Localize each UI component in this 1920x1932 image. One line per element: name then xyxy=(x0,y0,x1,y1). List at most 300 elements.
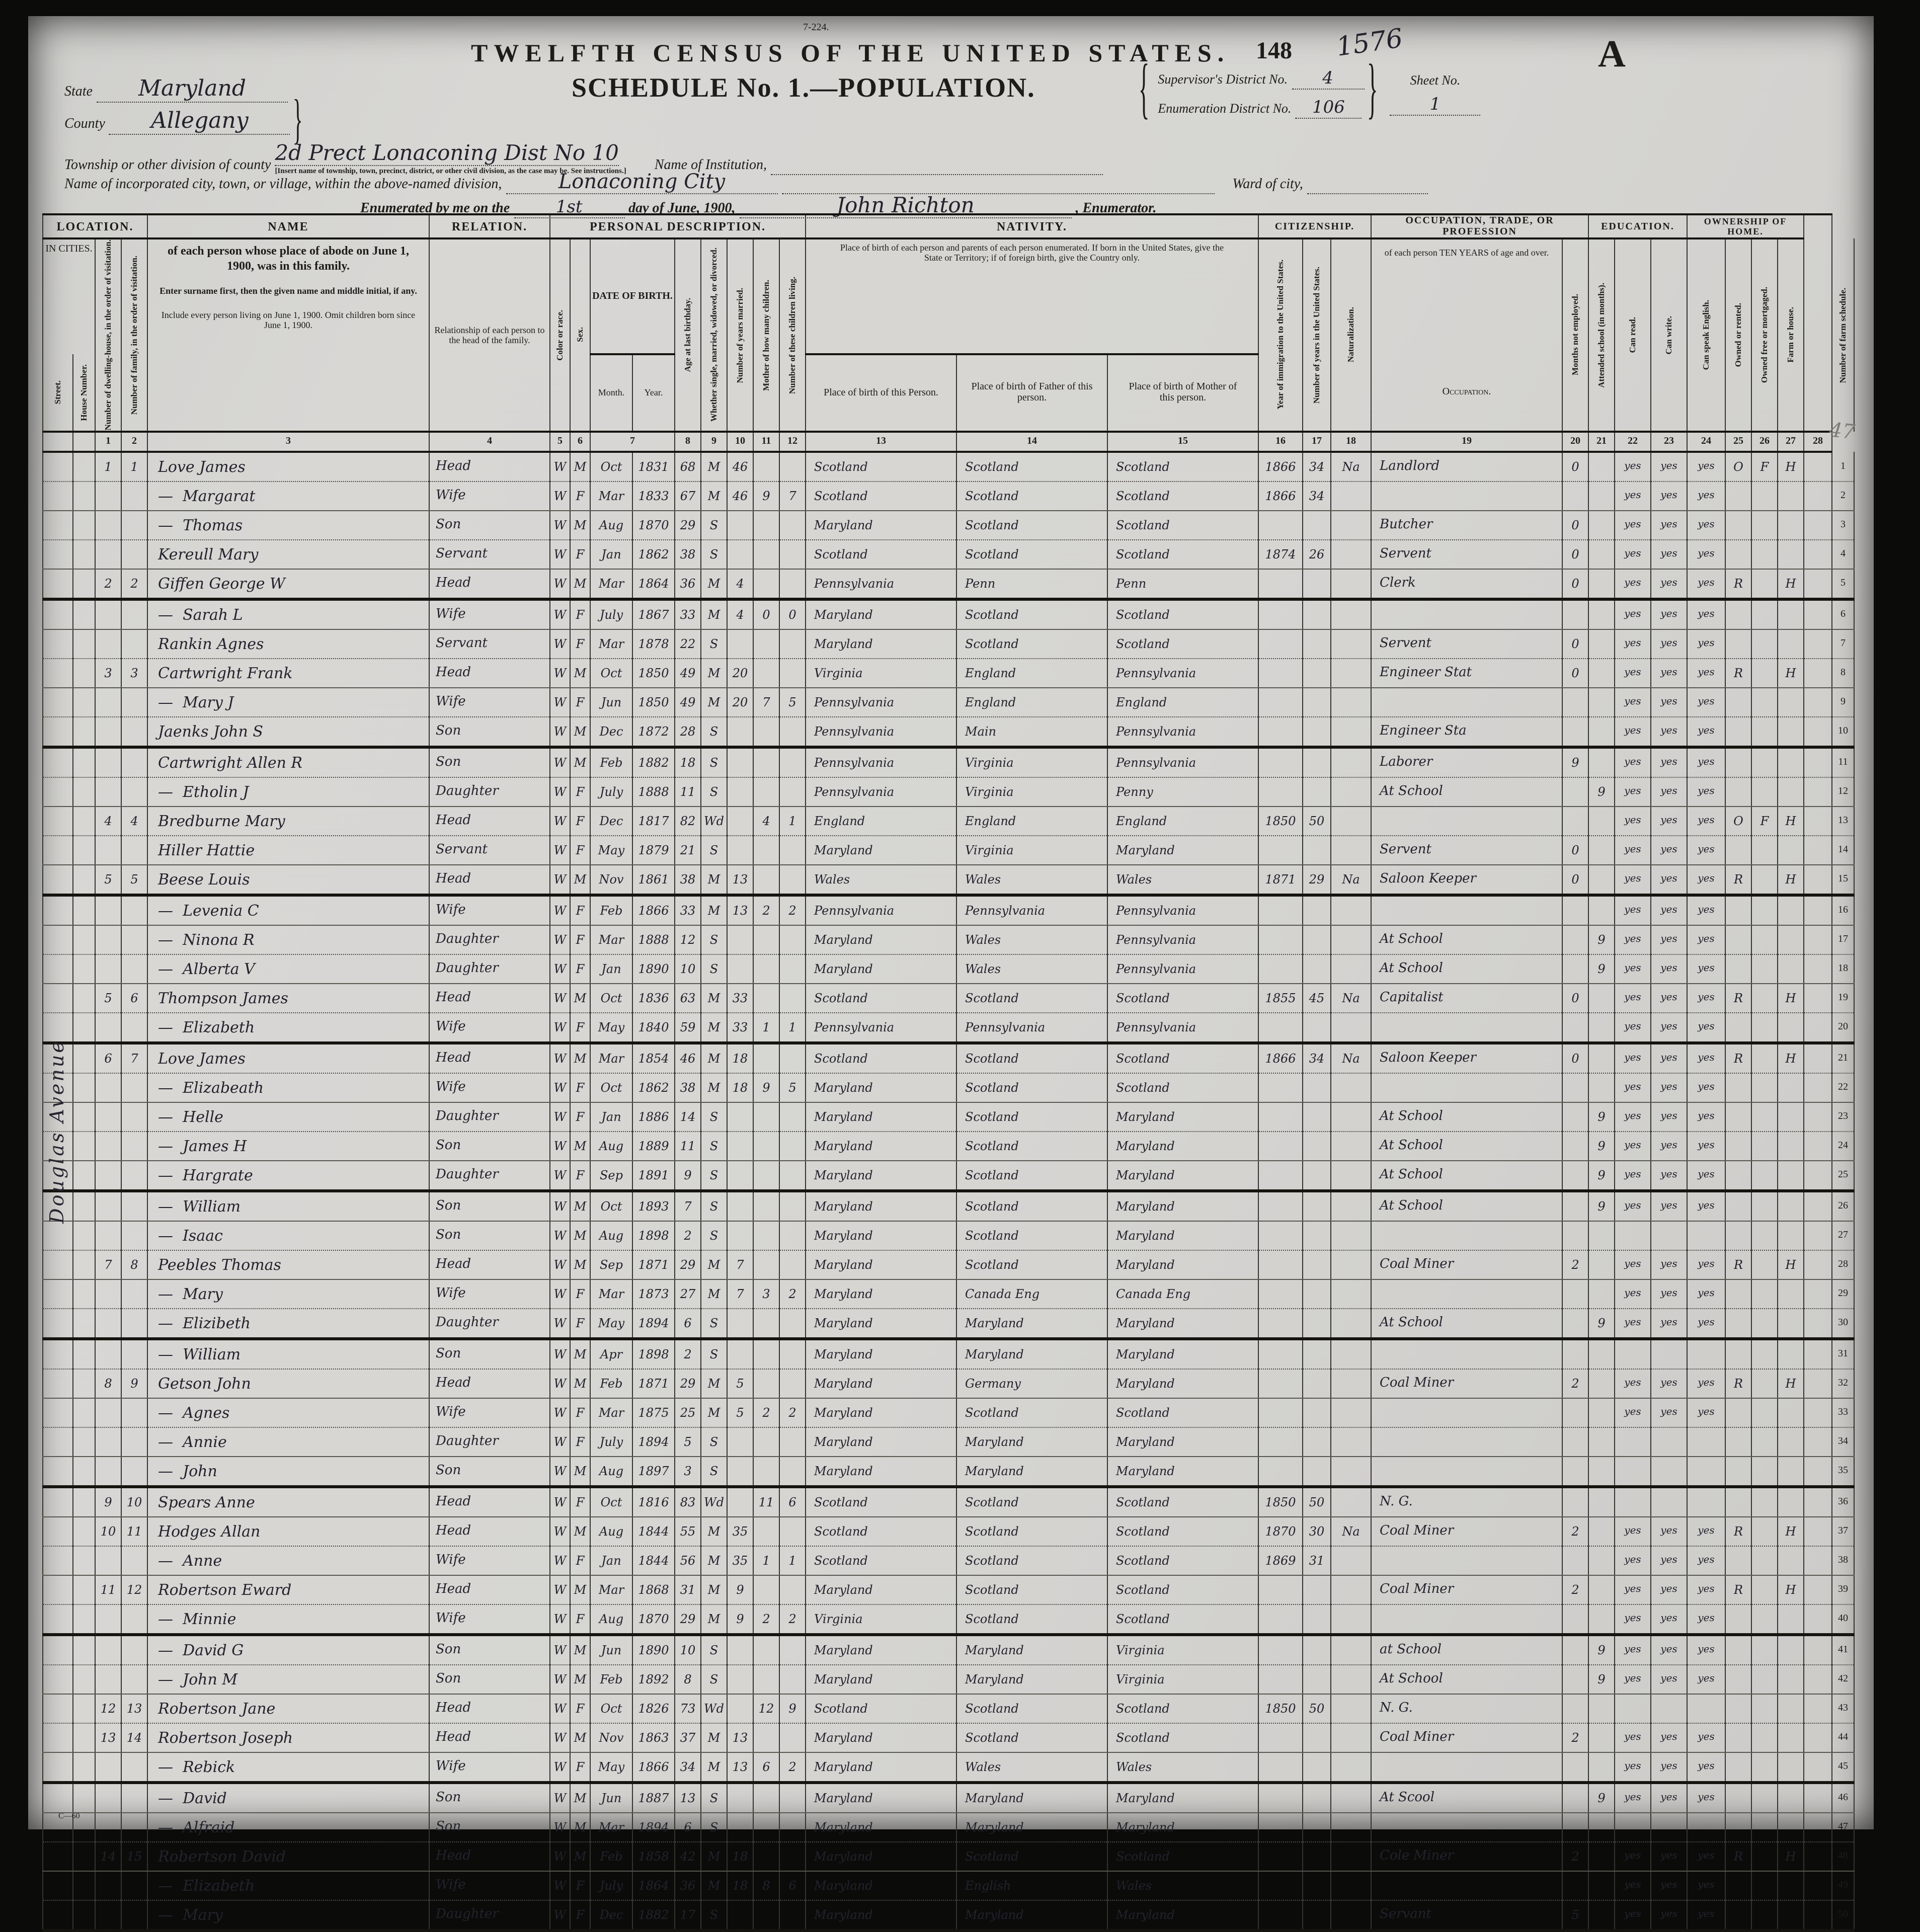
cell-iy xyxy=(1258,1279,1303,1309)
row-number: 16 xyxy=(1832,895,1854,925)
cell-pf: Scotland xyxy=(956,452,1107,481)
column-number: 13 xyxy=(806,432,956,452)
cell-mc xyxy=(753,954,779,984)
cell-cl xyxy=(779,1191,806,1221)
cell-pb: Scotland xyxy=(806,1517,956,1546)
cell-pm: Penn xyxy=(1107,569,1258,599)
cell-rd: yes xyxy=(1615,925,1651,954)
table-row xyxy=(43,569,1854,599)
table-row xyxy=(43,984,1854,1013)
cell-fs xyxy=(1804,1487,1832,1517)
cell-name: — David xyxy=(147,1783,429,1813)
cell-or xyxy=(1725,836,1751,865)
cell-of xyxy=(1751,1191,1778,1221)
cell-c: W xyxy=(550,1161,570,1191)
cell-house-number xyxy=(73,807,95,836)
cell-oc: Engineer Stat xyxy=(1371,659,1562,688)
cell-oc: Servent xyxy=(1371,629,1562,659)
cell-wr: yes xyxy=(1651,1842,1687,1871)
cell-c: W xyxy=(550,1427,570,1457)
column-number: 6 xyxy=(570,432,590,452)
cell-or xyxy=(1725,777,1751,807)
cell-sc: 9 xyxy=(1588,1635,1615,1665)
header-pob-father: Place of birth of Father of this person. xyxy=(956,354,1107,431)
cell-wr: yes xyxy=(1651,954,1687,984)
cell-yr: 1897 xyxy=(632,1457,675,1487)
header-dwelling-no: Number of dwelling-house, in the order of visitation. xyxy=(95,238,121,432)
table-row xyxy=(43,1161,1854,1191)
cell-rel: Head xyxy=(429,1250,550,1279)
cell-d xyxy=(95,1604,121,1635)
cell-cl xyxy=(779,836,806,865)
cell-d xyxy=(95,1871,121,1900)
column-number: 28 xyxy=(1804,432,1832,452)
cell-en: yes xyxy=(1687,1900,1725,1930)
cell-name: — Annie xyxy=(147,1427,429,1457)
cell-oc: At School xyxy=(1371,777,1562,807)
cell-iy xyxy=(1258,717,1303,747)
cell-c: W xyxy=(550,1339,570,1369)
table-row xyxy=(43,747,1854,777)
cell-street xyxy=(43,1221,73,1250)
cell-pm: Scotland xyxy=(1107,1604,1258,1635)
cell-c: W xyxy=(550,895,570,925)
cell-age: 59 xyxy=(675,1013,701,1043)
cell-house-number xyxy=(73,1752,95,1783)
cell-rel: Head xyxy=(429,1842,550,1871)
cell-pf: Scotland xyxy=(956,1723,1107,1752)
cell-rd: yes xyxy=(1615,1604,1651,1635)
cell-pm: Scotland xyxy=(1107,1487,1258,1517)
cell-rd: yes xyxy=(1615,1871,1651,1900)
cell-oc: At School xyxy=(1371,1161,1562,1191)
cell-ym xyxy=(727,1783,753,1813)
cell-yu xyxy=(1303,569,1331,599)
cell-c: W xyxy=(550,1487,570,1517)
cell-house-number xyxy=(73,1013,95,1043)
cell-pf: Scotland xyxy=(956,1398,1107,1427)
cell-na xyxy=(1331,1783,1371,1813)
cell-ym: 46 xyxy=(727,452,753,481)
cell-m: S xyxy=(701,540,727,569)
cell-of xyxy=(1751,659,1778,688)
cell-iy xyxy=(1258,747,1303,777)
county-brace: } xyxy=(293,93,303,151)
cell-pm: Scotland xyxy=(1107,1842,1258,1871)
cell-m: M xyxy=(701,599,727,629)
cell-mc: 3 xyxy=(753,1279,779,1309)
cell-of xyxy=(1751,1783,1778,1813)
cell-name: Giffen George W xyxy=(147,569,429,599)
cell-en: yes xyxy=(1687,599,1725,629)
cell-rd: yes xyxy=(1615,481,1651,511)
table-row xyxy=(43,895,1854,925)
cell-s: F xyxy=(570,540,590,569)
table-row xyxy=(43,777,1854,807)
cell-en: yes xyxy=(1687,1369,1725,1398)
cell-d xyxy=(95,1665,121,1694)
cell-name: — Elizabeth xyxy=(147,1871,429,1900)
cell-fs xyxy=(1804,1279,1832,1309)
cell-iy xyxy=(1258,569,1303,599)
cell-name: Hiller Hattie xyxy=(147,836,429,865)
cell-yr: 1861 xyxy=(632,865,675,895)
cell-yr: 1893 xyxy=(632,1191,675,1221)
cell-f: 10 xyxy=(121,1487,147,1517)
cell-sc xyxy=(1588,1546,1615,1575)
cell-rd: yes xyxy=(1615,1309,1651,1339)
cell-or xyxy=(1725,1457,1751,1487)
cell-pb: Maryland xyxy=(806,629,956,659)
column-number: 20 xyxy=(1562,432,1588,452)
cell-rel: Daughter xyxy=(429,1309,550,1339)
cell-mc: 11 xyxy=(753,1487,779,1517)
cell-pm: England xyxy=(1107,688,1258,717)
cell-yu xyxy=(1303,1723,1331,1752)
cell-age: 10 xyxy=(675,1635,701,1665)
cell-iy xyxy=(1258,1665,1303,1694)
cell-f xyxy=(121,1309,147,1339)
cell-mn xyxy=(1562,599,1588,629)
cell-na xyxy=(1331,511,1371,540)
city-value: Lonaconing City xyxy=(506,169,777,194)
cell-yu xyxy=(1303,1604,1331,1635)
cell-ym xyxy=(727,511,753,540)
cell-iy xyxy=(1258,1783,1303,1813)
cell-c: W xyxy=(550,1546,570,1575)
cell-c: W xyxy=(550,1900,570,1930)
cell-age: 3 xyxy=(675,1457,701,1487)
cell-na xyxy=(1331,1813,1371,1842)
cell-ym: 18 xyxy=(727,1043,753,1073)
cell-pm: Maryland xyxy=(1107,1250,1258,1279)
cell-rd: yes xyxy=(1615,1900,1651,1930)
cell-pm: Pennsylvania xyxy=(1107,659,1258,688)
cell-name: Kereull Mary xyxy=(147,540,429,569)
cell-pf: Scotland xyxy=(956,511,1107,540)
cell-wr: yes xyxy=(1651,481,1687,511)
district-brace-right: } xyxy=(1366,55,1378,127)
institution-label: Name of Institution, xyxy=(654,158,767,173)
cell-house-number xyxy=(73,777,95,807)
cell-na xyxy=(1331,481,1371,511)
cell-yu: 31 xyxy=(1303,1546,1331,1575)
cell-wr xyxy=(1651,1813,1687,1842)
cell-cl: 5 xyxy=(779,1073,806,1102)
cell-iy xyxy=(1258,1339,1303,1369)
cell-m: M xyxy=(701,1279,727,1309)
cell-mo: Apr xyxy=(590,1339,632,1369)
cell-age: 21 xyxy=(675,836,701,865)
row-number: 43 xyxy=(1832,1694,1854,1723)
cell-of xyxy=(1751,1665,1778,1694)
cell-or xyxy=(1725,1723,1751,1752)
cell-mo: Dec xyxy=(590,1900,632,1930)
cell-wr: yes xyxy=(1651,1900,1687,1930)
cell-pm: Scotland xyxy=(1107,1575,1258,1604)
cell-house-number xyxy=(73,1635,95,1665)
cell-house-number xyxy=(73,1517,95,1546)
column-number xyxy=(43,432,73,452)
cell-iy xyxy=(1258,1575,1303,1604)
cell-fh xyxy=(1778,1813,1804,1842)
cell-pf: Maryland xyxy=(956,1635,1107,1665)
cell-fh xyxy=(1778,1604,1804,1635)
cell-cl: 6 xyxy=(779,1871,806,1900)
cell-pb: Maryland xyxy=(806,1369,956,1398)
cell-iy xyxy=(1258,1102,1303,1132)
cell-sc: 9 xyxy=(1588,1783,1615,1813)
cell-f xyxy=(121,954,147,984)
cell-age: 29 xyxy=(675,1250,701,1279)
cell-street xyxy=(43,1575,73,1604)
cell-sc xyxy=(1588,1013,1615,1043)
cell-oc xyxy=(1371,1871,1562,1900)
cell-of xyxy=(1751,1813,1778,1842)
cell-sc xyxy=(1588,1398,1615,1427)
cell-rel: Head xyxy=(429,1487,550,1517)
cell-name: — John M xyxy=(147,1665,429,1694)
cell-fh xyxy=(1778,1191,1804,1221)
cell-en: yes xyxy=(1687,1398,1725,1427)
cell-rd: yes xyxy=(1615,1635,1651,1665)
enumerated-day: 1st xyxy=(514,197,624,218)
cell-mc xyxy=(753,865,779,895)
cell-pm: Maryland xyxy=(1107,1813,1258,1842)
cell-f: 9 xyxy=(121,1369,147,1398)
cell-s: M xyxy=(570,1665,590,1694)
footer-mark: C—60 xyxy=(58,1811,80,1820)
cell-yu xyxy=(1303,1635,1331,1665)
cell-yr: 1862 xyxy=(632,1073,675,1102)
cell-en: yes xyxy=(1687,1723,1725,1752)
cell-mo: Oct xyxy=(590,1487,632,1517)
cell-f: 6 xyxy=(121,984,147,1013)
cell-rd: yes xyxy=(1615,984,1651,1013)
cell-mn xyxy=(1562,1073,1588,1102)
cell-c: W xyxy=(550,452,570,481)
cell-mn: 0 xyxy=(1562,569,1588,599)
cell-fh: H xyxy=(1778,984,1804,1013)
cell-m: M xyxy=(701,1871,727,1900)
cell-street xyxy=(43,1635,73,1665)
cell-ym xyxy=(727,1161,753,1191)
cell-pb: Maryland xyxy=(806,1871,956,1900)
cell-sc xyxy=(1588,1575,1615,1604)
cell-street xyxy=(43,1900,73,1930)
row-number: 10 xyxy=(1832,717,1854,747)
cell-d xyxy=(95,540,121,569)
cell-m: M xyxy=(701,1723,727,1752)
cell-na xyxy=(1331,1279,1371,1309)
cell-yu xyxy=(1303,1279,1331,1309)
cell-pm: Pennsylvania xyxy=(1107,747,1258,777)
cell-yr: 1868 xyxy=(632,1575,675,1604)
cell-s: F xyxy=(570,925,590,954)
cell-of xyxy=(1751,1279,1778,1309)
cell-or xyxy=(1725,1191,1751,1221)
cell-yr: 1894 xyxy=(632,1309,675,1339)
cell-of xyxy=(1751,1694,1778,1723)
cell-sc xyxy=(1588,1487,1615,1517)
cell-age: 7 xyxy=(675,1191,701,1221)
cell-pb: Wales xyxy=(806,865,956,895)
header-can-speak: Can speak English. xyxy=(1687,238,1725,432)
cell-yu xyxy=(1303,1369,1331,1398)
cell-name: — William xyxy=(147,1191,429,1221)
cell-age: 63 xyxy=(675,984,701,1013)
cell-c: W xyxy=(550,1575,570,1604)
cell-mn: 9 xyxy=(1562,747,1588,777)
cell-name: — Mary J xyxy=(147,688,429,717)
cell-en: yes xyxy=(1687,540,1725,569)
census-sheet xyxy=(28,16,1874,1924)
cell-house-number xyxy=(73,895,95,925)
cell-ym xyxy=(727,717,753,747)
column-number: 5 xyxy=(550,432,570,452)
cell-age: 33 xyxy=(675,599,701,629)
cell-f: 5 xyxy=(121,865,147,895)
cell-m: M xyxy=(701,1013,727,1043)
cell-rel: Head xyxy=(429,865,550,895)
cell-wr: yes xyxy=(1651,925,1687,954)
cell-cl xyxy=(779,1250,806,1279)
cell-s: M xyxy=(570,984,590,1013)
cell-oc xyxy=(1371,1546,1562,1575)
cell-wr: yes xyxy=(1651,1279,1687,1309)
city-row xyxy=(64,169,1428,194)
cell-rel: Head xyxy=(429,1694,550,1723)
cell-yr: 1890 xyxy=(632,1635,675,1665)
cell-age: 33 xyxy=(675,895,701,925)
table-row xyxy=(43,599,1854,629)
cell-wr xyxy=(1651,1487,1687,1517)
cell-d: 1 xyxy=(95,452,121,481)
cell-rel: Wife xyxy=(429,1546,550,1575)
header-can-write: Can write. xyxy=(1651,238,1687,432)
cell-d xyxy=(95,1221,121,1250)
cell-na: Na xyxy=(1331,984,1371,1013)
cell-na xyxy=(1331,569,1371,599)
cell-fs xyxy=(1804,1221,1832,1250)
cell-fs xyxy=(1804,659,1832,688)
table-row xyxy=(43,1339,1854,1369)
cell-mo: Mar xyxy=(590,569,632,599)
cell-sc: 9 xyxy=(1588,1665,1615,1694)
header-owned-rented: Owned or rented. xyxy=(1725,238,1751,432)
row-number: 31 xyxy=(1832,1339,1854,1369)
cell-mo: Mar xyxy=(590,481,632,511)
cell-rd: yes xyxy=(1615,747,1651,777)
supervisors-district-value: 4 xyxy=(1292,68,1364,90)
cell-rd: yes xyxy=(1615,599,1651,629)
cell-iy xyxy=(1258,1369,1303,1398)
cell-yu xyxy=(1303,1161,1331,1191)
cell-ym xyxy=(727,540,753,569)
cell-mc xyxy=(753,1339,779,1369)
cell-na xyxy=(1331,688,1371,717)
cell-fh: H xyxy=(1778,1043,1804,1073)
cell-cl xyxy=(779,1517,806,1546)
cell-m: Wd xyxy=(701,1487,727,1517)
cell-ym: 35 xyxy=(727,1517,753,1546)
cell-na xyxy=(1331,1132,1371,1161)
cell-mn xyxy=(1562,777,1588,807)
cell-iy: 1869 xyxy=(1258,1546,1303,1575)
cell-en: yes xyxy=(1687,629,1725,659)
cell-mo: Sep xyxy=(590,1161,632,1191)
cell-house-number xyxy=(73,1604,95,1635)
cell-mc xyxy=(753,1161,779,1191)
cell-pb: Maryland xyxy=(806,1279,956,1309)
cell-rel: Servant xyxy=(429,629,550,659)
cell-d xyxy=(95,925,121,954)
cell-cl xyxy=(779,1457,806,1487)
cell-d xyxy=(95,1013,121,1043)
cell-cl xyxy=(779,865,806,895)
cell-en: yes xyxy=(1687,659,1725,688)
cell-s: M xyxy=(570,1783,590,1813)
cell-cl xyxy=(779,1635,806,1665)
cell-mc: 2 xyxy=(753,1398,779,1427)
cell-en: yes xyxy=(1687,1191,1725,1221)
cell-house-number xyxy=(73,1546,95,1575)
cell-en: yes xyxy=(1687,569,1725,599)
cell-s: F xyxy=(570,1161,590,1191)
cell-rel: Head xyxy=(429,1369,550,1398)
cell-yr: 1872 xyxy=(632,717,675,747)
cell-s: F xyxy=(570,629,590,659)
cell-d xyxy=(95,1398,121,1427)
cell-iy xyxy=(1258,1723,1303,1752)
cell-f: 1 xyxy=(121,452,147,481)
cell-of xyxy=(1751,1073,1778,1102)
cell-sc xyxy=(1588,688,1615,717)
cell-pb: Pennsylvania xyxy=(806,895,956,925)
cell-rel: Head xyxy=(429,1723,550,1752)
cell-mn xyxy=(1562,1427,1588,1457)
cell-pf: England xyxy=(956,807,1107,836)
cell-name: — Mary xyxy=(147,1900,429,1930)
cell-street xyxy=(43,1309,73,1339)
cell-oc: Coal Miner xyxy=(1371,1250,1562,1279)
cell-mo: Aug xyxy=(590,1517,632,1546)
cell-c: W xyxy=(550,659,570,688)
cell-house-number xyxy=(73,984,95,1013)
cell-sc: 9 xyxy=(1588,925,1615,954)
cell-mo: May xyxy=(590,836,632,865)
header-months-not-employed: Months not employed. xyxy=(1562,238,1588,432)
header-house-number: House Number. xyxy=(73,354,95,431)
cell-yr: 1889 xyxy=(632,1132,675,1161)
cell-mn: 2 xyxy=(1562,1517,1588,1546)
cell-m: Wd xyxy=(701,1694,727,1723)
cell-na xyxy=(1331,717,1371,747)
cell-yr: 1892 xyxy=(632,1665,675,1694)
county-label: County xyxy=(64,117,105,132)
cell-or: R xyxy=(1725,1575,1751,1604)
cell-yr: 1816 xyxy=(632,1487,675,1517)
cell-yr: 1866 xyxy=(632,895,675,925)
cell-of xyxy=(1751,1132,1778,1161)
cell-yr: 1840 xyxy=(632,1013,675,1043)
cell-of xyxy=(1751,1309,1778,1339)
cell-wr: yes xyxy=(1651,984,1687,1013)
cell-na xyxy=(1331,954,1371,984)
cell-sc xyxy=(1588,865,1615,895)
cell-pb: Scotland xyxy=(806,540,956,569)
row-number: 34 xyxy=(1832,1427,1854,1457)
